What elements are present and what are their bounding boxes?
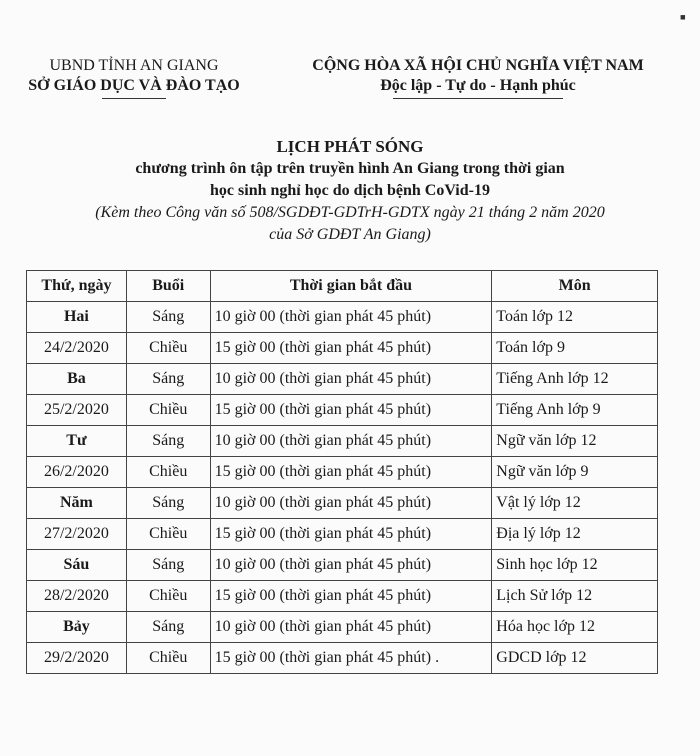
- day-cell: Ba: [27, 364, 127, 395]
- start-time-cell: 10 giờ 00 (thời gian phát 45 phút): [210, 488, 492, 519]
- motto-underline: [393, 98, 563, 99]
- start-time-cell: 10 giờ 00 (thời gian phát 45 phút): [210, 302, 492, 333]
- day-cell: Sáu: [27, 550, 127, 581]
- session-cell: Chiều: [126, 457, 210, 488]
- day-cell: Hai: [27, 302, 127, 333]
- day-cell: 28/2/2020: [27, 581, 127, 612]
- table-row: [27, 488, 658, 519]
- reference-note-line-2: của Sở GDĐT An Giang): [269, 226, 431, 243]
- day-cell: 26/2/2020: [27, 457, 127, 488]
- issuing-authority: [18, 56, 250, 99]
- start-time-cell: 15 giờ 00 (thời gian phát 45 phút) .: [210, 643, 492, 674]
- subject-cell: Tiếng Anh lớp 12: [492, 364, 658, 395]
- subtitle-line-2: học sinh nghỉ học do dịch bệnh CoVid-19: [210, 182, 490, 199]
- start-time-cell: 15 giờ 00 (thời gian phát 45 phút): [210, 581, 492, 612]
- reference-note-line-1: (Kèm theo Công văn số 508/SGDĐT-GDTrH-GDTX ngày 21 tháng 2 năm 2020: [95, 204, 605, 221]
- start-time-cell: 10 giờ 00 (thời gian phát 45 phút): [210, 612, 492, 643]
- table-row: [27, 519, 658, 550]
- subtitle-line-1: chương trình ôn tập trên truyền hình An Giang trong thời gian: [135, 160, 565, 177]
- subject-cell: Ngữ văn lớp 9: [492, 457, 658, 488]
- table-body: [27, 302, 658, 674]
- table-row: [27, 333, 658, 364]
- authority-name: UBND TỈNH AN GIANG: [49, 57, 219, 74]
- subject-cell: Địa lý lớp 12: [492, 519, 658, 550]
- motto: Độc lập - Tự do - Hạnh phúc: [380, 77, 576, 94]
- document-titles: [0, 136, 700, 246]
- day-cell: Năm: [27, 488, 127, 519]
- start-time-cell: 15 giờ 00 (thời gian phát 45 phút): [210, 457, 492, 488]
- day-cell: 27/2/2020: [27, 519, 127, 550]
- start-time-cell: 15 giờ 00 (thời gian phát 45 phút): [210, 395, 492, 426]
- session-cell: Sáng: [126, 488, 210, 519]
- header-subject: Môn: [492, 271, 658, 302]
- header-session: Buổi: [126, 271, 210, 302]
- table-row: [27, 364, 658, 395]
- table-row: [27, 395, 658, 426]
- session-cell: Chiều: [126, 643, 210, 674]
- session-cell: Sáng: [126, 550, 210, 581]
- subject-cell: Lịch Sử lớp 12: [492, 581, 658, 612]
- table-header-row: [27, 271, 658, 302]
- subject-cell: GDCD lớp 12: [492, 643, 658, 674]
- session-cell: Chiều: [126, 519, 210, 550]
- start-time-cell: 10 giờ 00 (thời gian phát 45 phút): [210, 550, 492, 581]
- day-cell: Bảy: [27, 612, 127, 643]
- start-time-cell: 10 giờ 00 (thời gian phát 45 phút): [210, 426, 492, 457]
- start-time-cell: 15 giờ 00 (thời gian phát 45 phút): [210, 333, 492, 364]
- subject-cell: Toán lớp 9: [492, 333, 658, 364]
- broadcast-schedule-table: [26, 270, 658, 674]
- session-cell: Chiều: [126, 333, 210, 364]
- start-time-cell: 15 giờ 00 (thời gian phát 45 phút): [210, 519, 492, 550]
- country-name: CỘNG HÒA XÃ HỘI CHỦ NGHĨA VIỆT NAM: [312, 57, 644, 74]
- session-cell: Sáng: [126, 364, 210, 395]
- national-motto: [268, 56, 688, 99]
- table-row: [27, 550, 658, 581]
- header-day: Thứ, ngày: [27, 271, 127, 302]
- subject-cell: Vật lý lớp 12: [492, 488, 658, 519]
- table-row: [27, 426, 658, 457]
- session-cell: Sáng: [126, 302, 210, 333]
- session-cell: Chiều: [126, 395, 210, 426]
- subject-cell: Hóa học lớp 12: [492, 612, 658, 643]
- department-name: SỞ GIÁO DỤC VÀ ĐÀO TẠO: [28, 77, 240, 94]
- header-start-time: Thời gian bắt đầu: [210, 271, 492, 302]
- day-cell: Tư: [27, 426, 127, 457]
- day-cell: 29/2/2020: [27, 643, 127, 674]
- table-row: [27, 612, 658, 643]
- table-row: [27, 302, 658, 333]
- subject-cell: Sinh học lớp 12: [492, 550, 658, 581]
- corner-mark: ▪: [679, 7, 686, 27]
- table-row: [27, 581, 658, 612]
- document-title: LỊCH PHÁT SÓNG: [276, 137, 424, 156]
- header-underline: [102, 98, 166, 99]
- start-time-cell: 10 giờ 00 (thời gian phát 45 phút): [210, 364, 492, 395]
- table-row: [27, 643, 658, 674]
- subject-cell: Ngữ văn lớp 12: [492, 426, 658, 457]
- subject-cell: Toán lớp 12: [492, 302, 658, 333]
- session-cell: Sáng: [126, 426, 210, 457]
- session-cell: Sáng: [126, 612, 210, 643]
- day-cell: 25/2/2020: [27, 395, 127, 426]
- day-cell: 24/2/2020: [27, 333, 127, 364]
- session-cell: Chiều: [126, 581, 210, 612]
- table-row: [27, 457, 658, 488]
- subject-cell: Tiếng Anh lớp 9: [492, 395, 658, 426]
